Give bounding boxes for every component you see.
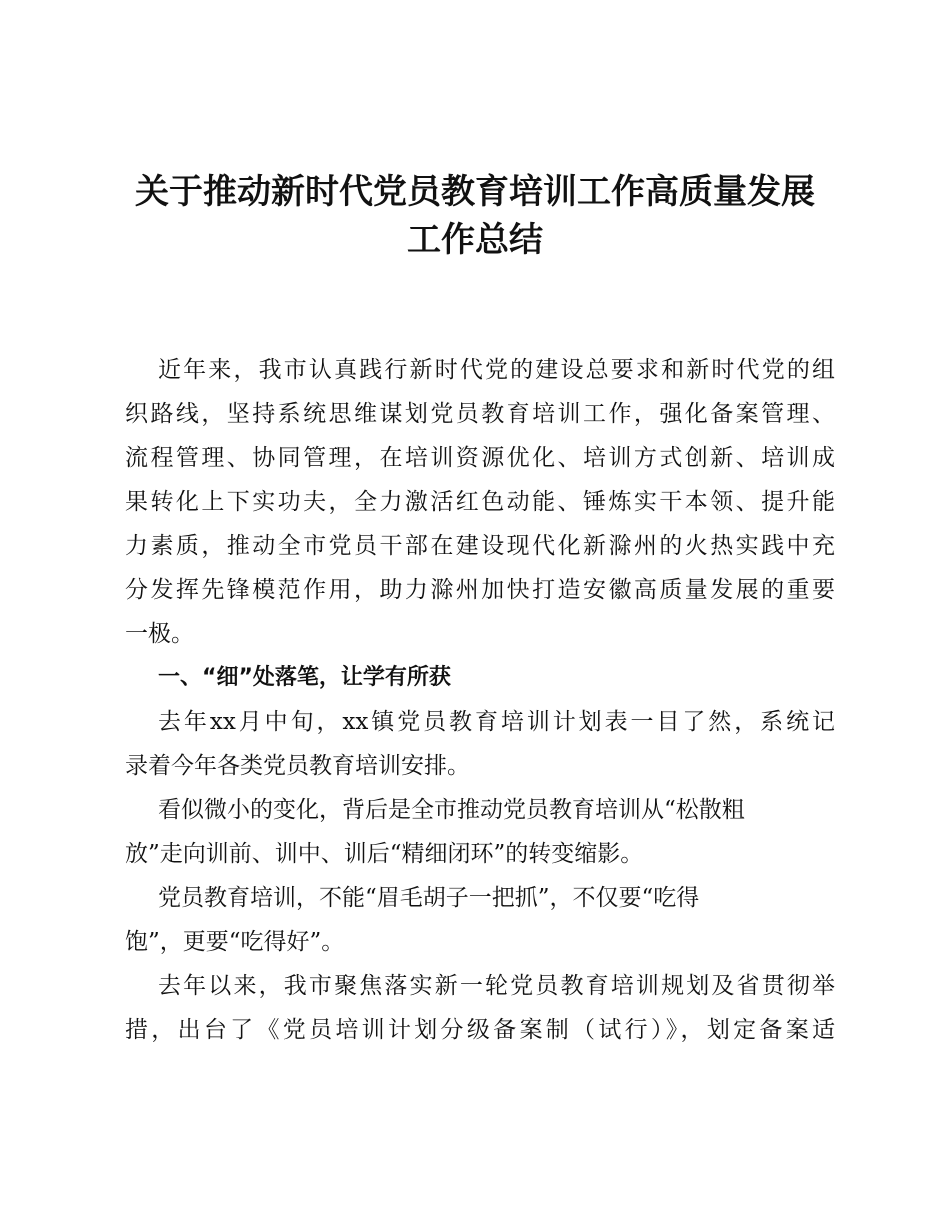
paragraph-line: 党员教育培训，不能“眉毛胡子一把抓”，不仅要“吃得 [158, 885, 700, 911]
paragraph-line: 措，出台了《党员培训计划分级备案制（试行）》，划定备案适 [125, 1017, 835, 1043]
section-heading: 一、“细”处落笔，让学有所获 [158, 665, 451, 690]
paragraph-line: 分发挥先锋模范作用，助力滁州加快打造安徽高质量发展的重要 [125, 577, 835, 603]
paragraph-line: 饱”，更要“吃得好”。 [125, 929, 345, 955]
paragraph-line: 去年xx月中旬，xx镇党员教育培训计划表一目了然，系统记 [158, 709, 835, 735]
paragraph-line: 去年以来，我市聚焦落实新一轮党员教育培训规划及省贯彻举 [158, 973, 835, 999]
paragraph-line: 力素质，推动全市党员干部在建设现代化新滁州的火热实践中充 [125, 533, 835, 559]
document-title-line-1: 关于推动新时代党员教育培训工作高质量发展 [135, 172, 815, 212]
paragraph-line: 果转化上下实功夫，全力激活红色动能、锤炼实干本领、提升能 [125, 489, 835, 515]
paragraph-line: 织路线，坚持系统思维谋划党员教育培训工作，强化备案管理、 [125, 401, 835, 427]
paragraph-line: 放”走向训前、训中、训后“精细闭环”的转变缩影。 [125, 841, 644, 867]
paragraph-line: 看似微小的变化，背后是全市推动党员教育培训从“松散粗 [158, 797, 745, 823]
paragraph-line: 流程管理、协同管理，在培训资源优化、培训方式创新、培训成 [125, 445, 835, 471]
paragraph-line: 一极。 [125, 621, 194, 647]
paragraph-line: 近年来，我市认真践行新时代党的建设总要求和新时代党的组 [158, 357, 835, 383]
document-title-line-2: 工作总结 [407, 220, 543, 260]
paragraph-line: 录着今年各类党员教育培训安排。 [125, 753, 470, 779]
